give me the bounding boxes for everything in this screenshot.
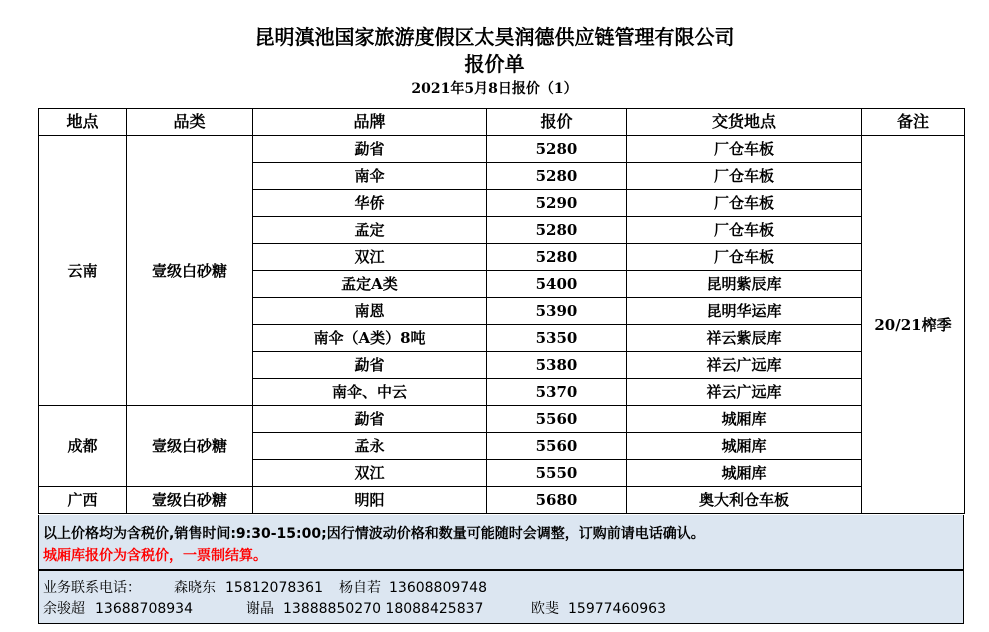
cell-brand: 双江 (253, 244, 487, 271)
cell-brand: 明阳 (253, 487, 487, 514)
cell-price: 5550 (487, 460, 627, 487)
cell-delivery: 昆明华运库 (627, 298, 862, 325)
quote-table (38, 108, 965, 514)
cell-brand: 南伞 (253, 163, 487, 190)
cell-delivery: 厂仓车板 (627, 190, 862, 217)
header-row (39, 109, 965, 136)
cell-brand: 孟定A类 (253, 271, 487, 298)
notes-line-2: 城厢库报价为含税价，一票制结算。 (43, 548, 267, 564)
cell-brand: 南伞（A类）8吨 (253, 325, 487, 352)
cell-category: 壹级白砂糖 (127, 136, 253, 406)
document-title: 报价单 (464, 52, 525, 76)
cell-delivery: 祥云广远库 (627, 379, 862, 406)
table-row (39, 406, 965, 433)
contact-phone: 13608809748 (389, 580, 487, 596)
cell-price: 5400 (487, 271, 627, 298)
column-header-remark: 备注 (862, 109, 965, 136)
cell-delivery: 昆明紫辰库 (627, 271, 862, 298)
cell-delivery: 城厢库 (627, 460, 862, 487)
cell-brand: 华侨 (253, 190, 487, 217)
cell-location: 广西 (39, 487, 127, 514)
contact-phone: 13888850270 18088425837 (283, 601, 484, 617)
contact-name: 森晓东 (174, 580, 216, 596)
cell-brand: 勐省 (253, 136, 487, 163)
cell-brand: 孟定 (253, 217, 487, 244)
cell-delivery: 奥大利仓车板 (627, 487, 862, 514)
cell-brand: 南恩 (253, 298, 487, 325)
cell-brand: 南伞、中云 (253, 379, 487, 406)
cell-brand: 双江 (253, 460, 487, 487)
cell-delivery: 厂仓车板 (627, 136, 862, 163)
column-header-delivery: 交货地点 (627, 109, 862, 136)
cell-location: 云南 (39, 136, 127, 406)
cell-price: 5290 (487, 190, 627, 217)
cell-category: 壹级白砂糖 (127, 406, 253, 487)
cell-delivery: 祥云广远库 (627, 352, 862, 379)
cell-brand: 勐省 (253, 352, 487, 379)
cell-delivery: 厂仓车板 (627, 163, 862, 190)
contacts-box (38, 570, 964, 624)
contact-phone: 15977460963 (568, 601, 666, 617)
table-row (39, 487, 965, 514)
contact-name: 欧斐 (531, 601, 559, 617)
quote-date: 2021年5月8日报价（1） (411, 81, 578, 97)
cell-price: 5380 (487, 352, 627, 379)
cell-delivery: 厂仓车板 (627, 217, 862, 244)
cell-price: 5280 (487, 217, 627, 244)
cell-price: 5560 (487, 433, 627, 460)
table-row (39, 136, 965, 163)
company-name: 昆明滇池国家旅游度假区太昊润德供应链管理有限公司 (254, 25, 735, 49)
contact-phone: 13688708934 (95, 601, 193, 617)
notes-box (38, 515, 964, 570)
notes-line-1: 以上价格均为含税价,销售时间:9:30-15:00;因行情波动价格和数量可能随时会调整，订购前请电话确认。 (43, 526, 705, 542)
contact-name: 杨自若 (339, 580, 381, 596)
cell-price: 5280 (487, 136, 627, 163)
contact-phone: 15812078361 (225, 580, 323, 596)
column-header-category: 品类 (127, 109, 253, 136)
cell-price: 5390 (487, 298, 627, 325)
cell-delivery: 城厢库 (627, 433, 862, 460)
cell-brand: 勐省 (253, 406, 487, 433)
cell-price: 5280 (487, 163, 627, 190)
contact-name: 余骏超 (43, 601, 85, 617)
column-header-price: 报价 (487, 109, 627, 136)
cell-brand: 孟永 (253, 433, 487, 460)
cell-price: 5280 (487, 244, 627, 271)
cell-price: 5680 (487, 487, 627, 514)
cell-delivery: 城厢库 (627, 406, 862, 433)
column-header-brand: 品牌 (253, 109, 487, 136)
column-header-location: 地点 (39, 109, 127, 136)
contacts-label: 业务联系电话： (43, 580, 141, 596)
cell-delivery: 厂仓车板 (627, 244, 862, 271)
cell-price: 5370 (487, 379, 627, 406)
cell-delivery: 祥云紫辰库 (627, 325, 862, 352)
cell-remark: 20/21榨季 (862, 136, 965, 514)
cell-location: 成都 (39, 406, 127, 487)
cell-category: 壹级白砂糖 (127, 487, 253, 514)
cell-price: 5350 (487, 325, 627, 352)
contact-name: 谢晶 (246, 601, 274, 617)
cell-price: 5560 (487, 406, 627, 433)
